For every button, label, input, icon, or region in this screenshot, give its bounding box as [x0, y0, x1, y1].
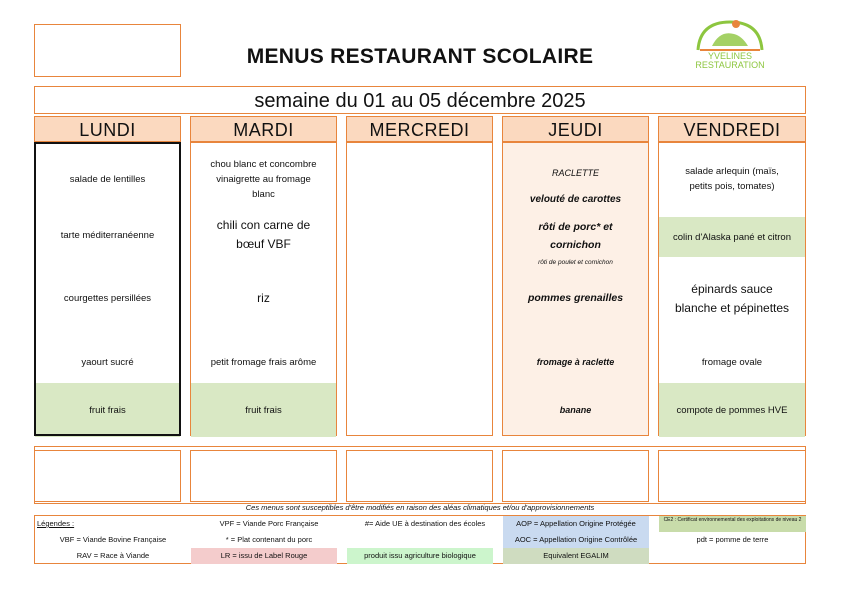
- menu-alternative: rôti de poulet et cornichon: [538, 258, 613, 266]
- column-jeudi: [502, 142, 649, 436]
- extra-cell: [658, 450, 806, 502]
- menu-item: courgettes persillées: [63, 292, 152, 304]
- extra-cell: [346, 450, 493, 502]
- menu-item: petit fromage frais arôme: [210, 356, 317, 368]
- menu-item: yaourt sucré: [81, 356, 134, 368]
- brand-leaf-icon: [690, 16, 770, 56]
- extra-cell: [502, 450, 649, 502]
- extra-cell: [34, 450, 181, 502]
- brand-name: YVELINES RESTAURATION: [695, 51, 765, 70]
- day-header-vendredi: VENDREDI: [658, 116, 806, 142]
- legend-aop: AOP = Appellation Origine Protégée: [503, 516, 649, 532]
- day-header-mercredi: MERCREDI: [346, 116, 493, 142]
- logo-placeholder: [34, 24, 181, 77]
- menu-item: fromage à raclette: [536, 356, 615, 367]
- menu-item: chou blanc et concombre vinaigrette au fromage blanc: [210, 158, 317, 200]
- day-header-jeudi: JEUDI: [502, 116, 649, 142]
- legend-vpf: VPF = Viande Porc Française: [219, 519, 319, 528]
- menu-item: tarte méditerranéenne: [60, 229, 155, 241]
- menu-item: pommes grenailles: [527, 291, 624, 304]
- menu-item: salade arlequin (maïs, petits pois, tomates): [685, 166, 779, 192]
- menu-item: fruit frais: [191, 383, 336, 437]
- legend-porc: * = Plat contenant du porc: [225, 535, 313, 544]
- disclaimer-note: Ces menus sont susceptibles d'être modifiés en raison des aléas climatiques et/ou d'approvisionnements: [245, 503, 595, 512]
- day-header-mardi: MARDI: [190, 116, 337, 142]
- menu-item: velouté de carottes: [529, 193, 622, 205]
- menu-item: épinards sauce blanche et pépinettes: [674, 282, 790, 315]
- day-header-lundi: LUNDI: [34, 116, 181, 142]
- column-mardi: [190, 142, 337, 436]
- menu-item: chili con carne de bœuf VBF: [216, 218, 311, 251]
- menu-theme: RACLETTE: [551, 167, 599, 178]
- legend-ce2: CE2 : Certificat environnemental des exploitations de niveau 2: [659, 516, 806, 532]
- legend-lr: LR = issu de Label Rouge: [191, 548, 337, 564]
- column-vendredi: [658, 142, 806, 436]
- legend-bio: produit issu agriculture biologique: [347, 548, 493, 564]
- week-banner: semaine du 01 au 05 décembre 2025: [34, 86, 806, 114]
- extra-cell: [190, 450, 337, 502]
- brand-logo: [690, 16, 770, 74]
- menu-item: fromage ovale: [701, 356, 763, 368]
- menu-item: banane: [559, 404, 592, 415]
- legend-pdt: pdt = pomme de terre: [696, 535, 769, 544]
- menu-item: compote de pommes HVE: [659, 383, 805, 437]
- legend-label: Légendes :: [37, 519, 75, 528]
- legend-ue: #= Aide UE à destination des écoles: [364, 519, 486, 528]
- legend-vbf: VBF = Viande Bovine Française: [59, 535, 167, 544]
- legend-egalim: Equivalent EGALIM: [503, 548, 649, 564]
- page-title: MENUS RESTAURANT SCOLAIRE: [246, 45, 594, 68]
- menu-item: rôti de porc* et cornichon: [538, 221, 613, 251]
- legend-rav: RAV = Race à Viande: [76, 551, 150, 560]
- legend-aoc: AOC = Appellation Origine Contrôlée: [503, 532, 649, 548]
- menu-item: fruit frais: [35, 383, 180, 437]
- menu-item: colin d'Alaska pané et citron: [659, 217, 805, 257]
- menu-item: riz: [257, 290, 270, 305]
- column-mercredi: [346, 142, 493, 436]
- legend-table: [34, 515, 806, 564]
- current-day-highlight: [34, 142, 181, 436]
- menu-item: salade de lentilles: [69, 173, 146, 185]
